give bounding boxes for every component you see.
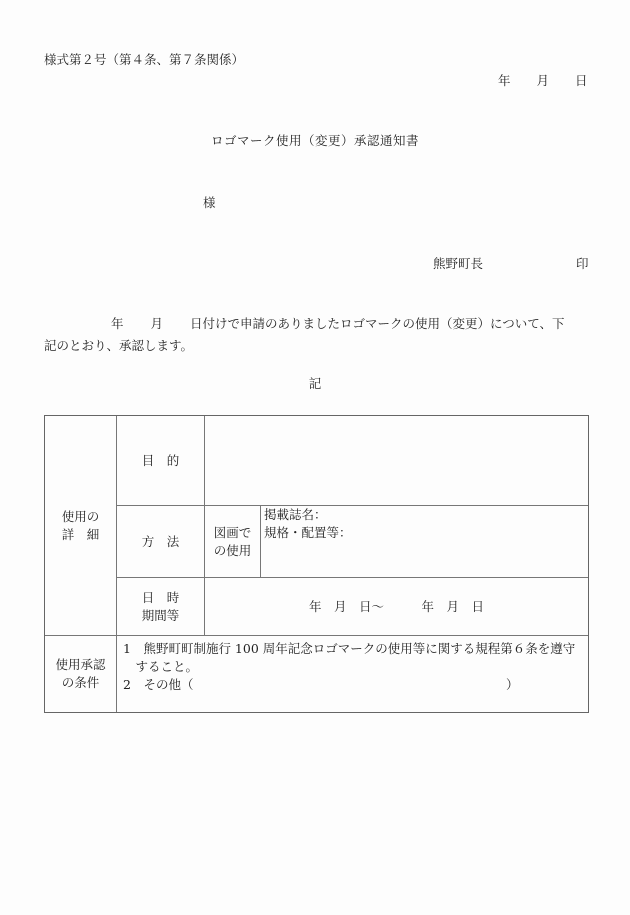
method-sub-label-line1: 図画で xyxy=(213,524,252,540)
condition-item-2[interactable]: 2 その他（ ） xyxy=(123,677,519,692)
body-line-1 xyxy=(44,316,590,332)
method-sub-label-line2: の使用 xyxy=(213,542,252,558)
issue-date xyxy=(498,73,588,89)
body-line-2: 記のとおり、承認します。 xyxy=(44,338,194,353)
spec-placement-field[interactable]: 規格・配置等： xyxy=(264,525,352,540)
period-value[interactable]: 年 月 日～ 年 月 日 xyxy=(308,598,484,614)
addressee-suffix: 様 xyxy=(203,195,216,210)
body-year: 年 xyxy=(111,316,124,331)
method-fields xyxy=(264,506,584,577)
period-label-line1: 日 時 xyxy=(141,589,180,605)
usage-details-label xyxy=(45,416,116,635)
date-year: 年 xyxy=(498,73,511,88)
period-label-line2: 期間等 xyxy=(141,607,180,623)
issuer-name: 熊野町長 xyxy=(433,256,484,271)
date-day: 日 xyxy=(575,73,588,88)
condition-item-1: 1 熊野町町制施行 100 周年記念ロゴマークの使用等に関する規程第６条を遵守 xyxy=(123,641,576,656)
purpose-value[interactable] xyxy=(205,416,588,505)
form-number: 様式第２号（第４条、第７条関係） xyxy=(44,52,245,67)
seal-mark: 印 xyxy=(576,256,589,271)
date-month: 月 xyxy=(536,73,550,88)
conditions-label-line1: 使用承認 xyxy=(55,657,106,672)
conditions-label xyxy=(45,636,116,712)
method-label: 方 法 xyxy=(141,533,180,549)
usage-details-label-line2: 詳 細 xyxy=(61,526,100,542)
approval-details-table xyxy=(44,415,589,713)
usage-details-label-line1: 使用の xyxy=(61,508,100,524)
purpose-label: 目 的 xyxy=(141,452,180,468)
body-text: 日付けで申請のありましたロゴマークの使用（変更）について、下 xyxy=(190,316,565,331)
body-month: 月 xyxy=(150,316,164,331)
publication-name-field[interactable]: 掲載誌名： xyxy=(264,507,327,522)
conditions-list xyxy=(123,640,588,700)
period-label xyxy=(117,578,204,635)
ki-heading: 記 xyxy=(308,376,322,391)
document-title: ロゴマーク使用（変更）承認通知書 xyxy=(210,133,419,148)
method-sub-label xyxy=(205,506,260,577)
conditions-label-line2: の条件 xyxy=(61,675,100,690)
condition-item-1-cont: すること。 xyxy=(123,659,199,674)
